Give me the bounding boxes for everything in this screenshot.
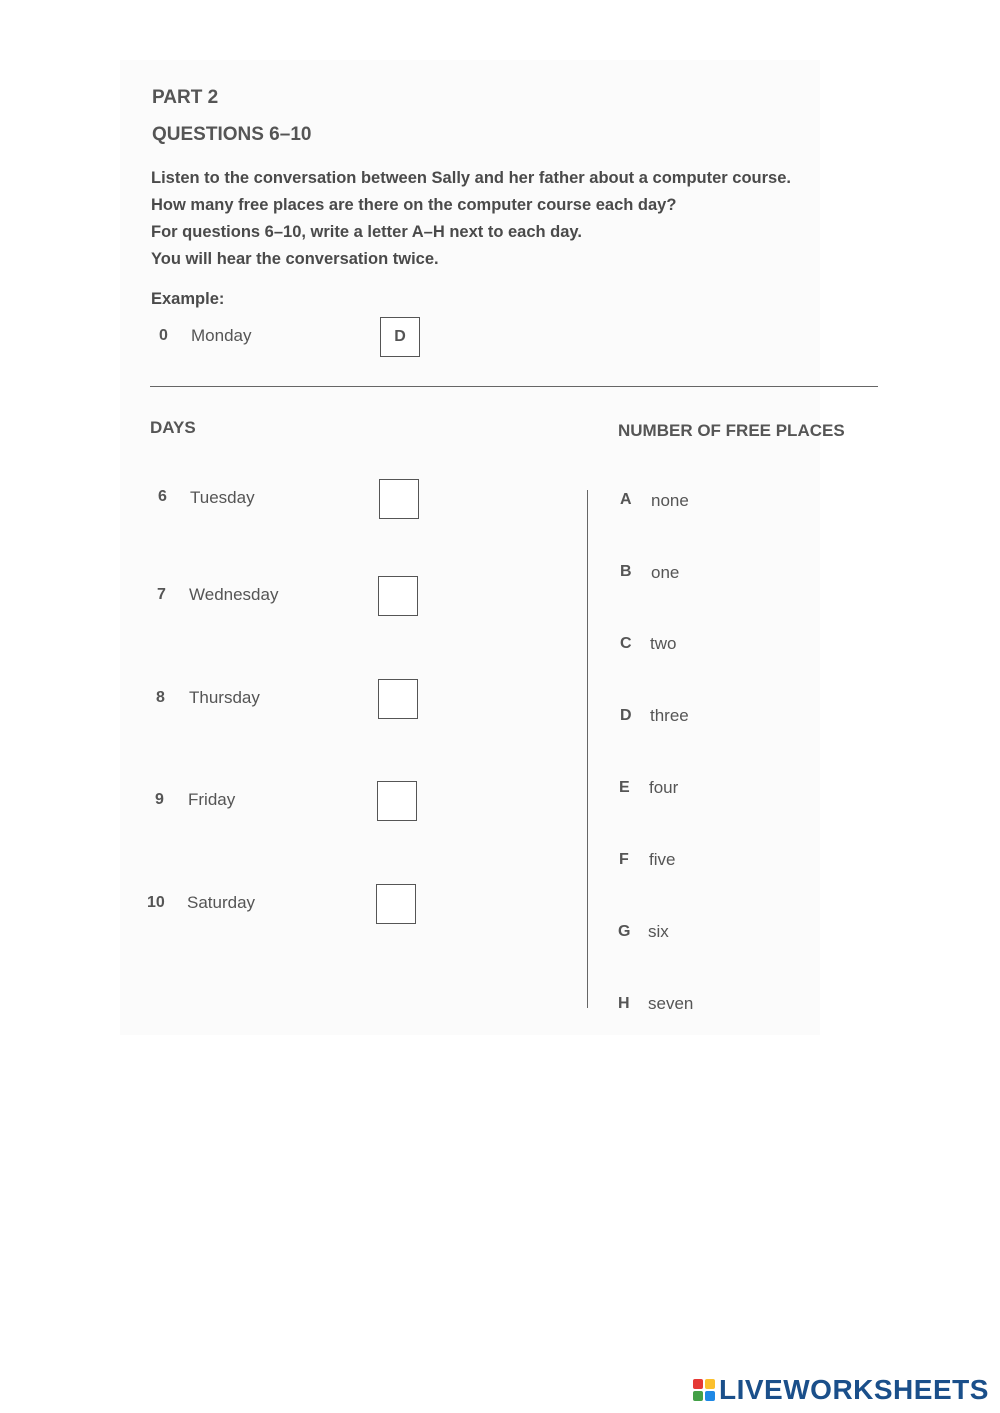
- days-heading: DAYS: [150, 418, 196, 437]
- option-letter: D: [620, 707, 632, 724]
- logo-square: [693, 1391, 703, 1401]
- option-text: none: [651, 491, 689, 510]
- logo-square: [705, 1391, 715, 1401]
- question-day: Thursday: [189, 688, 260, 707]
- option-text: four: [649, 778, 679, 797]
- option-letter: G: [618, 923, 631, 940]
- option-text: seven: [648, 994, 694, 1013]
- answer-box-9[interactable]: [377, 781, 417, 821]
- questions-title: QUESTIONS 6–10: [152, 124, 312, 145]
- question-number: 7: [157, 586, 166, 603]
- logo-square: [705, 1379, 715, 1389]
- column-divider: [587, 490, 588, 1008]
- option-letter: A: [620, 491, 632, 508]
- question-day: Friday: [188, 790, 236, 809]
- logo-mark-icon: [693, 1379, 715, 1401]
- answer-box-8[interactable]: [378, 679, 418, 719]
- option-text: three: [650, 706, 689, 725]
- option-letter: E: [619, 779, 630, 796]
- answer-box-10[interactable]: [376, 884, 416, 924]
- option-text: six: [648, 922, 669, 941]
- answer-box-6[interactable]: [379, 479, 419, 519]
- option-letter: B: [620, 563, 632, 580]
- example-answer-box: D: [380, 317, 420, 357]
- option-text: one: [651, 563, 680, 582]
- option-text: two: [650, 634, 677, 653]
- question-number: 6: [158, 488, 167, 505]
- option-letter: F: [619, 851, 629, 868]
- question-number: 10: [147, 894, 165, 911]
- example-label: Example:: [151, 290, 225, 308]
- options-heading: NUMBER OF FREE PLACES: [618, 421, 845, 440]
- liveworksheets-logo: [693, 1374, 989, 1406]
- instruction-line: Listen to the conversation between Sally and her father about a computer course.: [151, 169, 791, 187]
- option-letter: H: [618, 995, 630, 1012]
- logo-text: LIVEWORKSHEETS: [719, 1374, 989, 1405]
- instruction-line: How many free places are there on the computer course each day?: [151, 196, 677, 214]
- question-day: Saturday: [187, 893, 256, 912]
- question-day: Tuesday: [190, 488, 255, 507]
- part-title: PART 2: [152, 87, 219, 108]
- question-number: 8: [156, 689, 165, 706]
- instruction-line: You will hear the conversation twice.: [151, 250, 439, 268]
- example-number: 0: [159, 327, 168, 344]
- option-letter: C: [620, 635, 632, 652]
- question-day: Wednesday: [189, 585, 279, 604]
- logo-square: [693, 1379, 703, 1389]
- instruction-line: For questions 6–10, write a letter A–H next to each day.: [151, 223, 582, 241]
- divider-line: [150, 386, 878, 387]
- example-day: Monday: [191, 326, 252, 345]
- option-text: five: [649, 850, 676, 869]
- answer-box-7[interactable]: [378, 576, 418, 616]
- question-number: 9: [155, 791, 164, 808]
